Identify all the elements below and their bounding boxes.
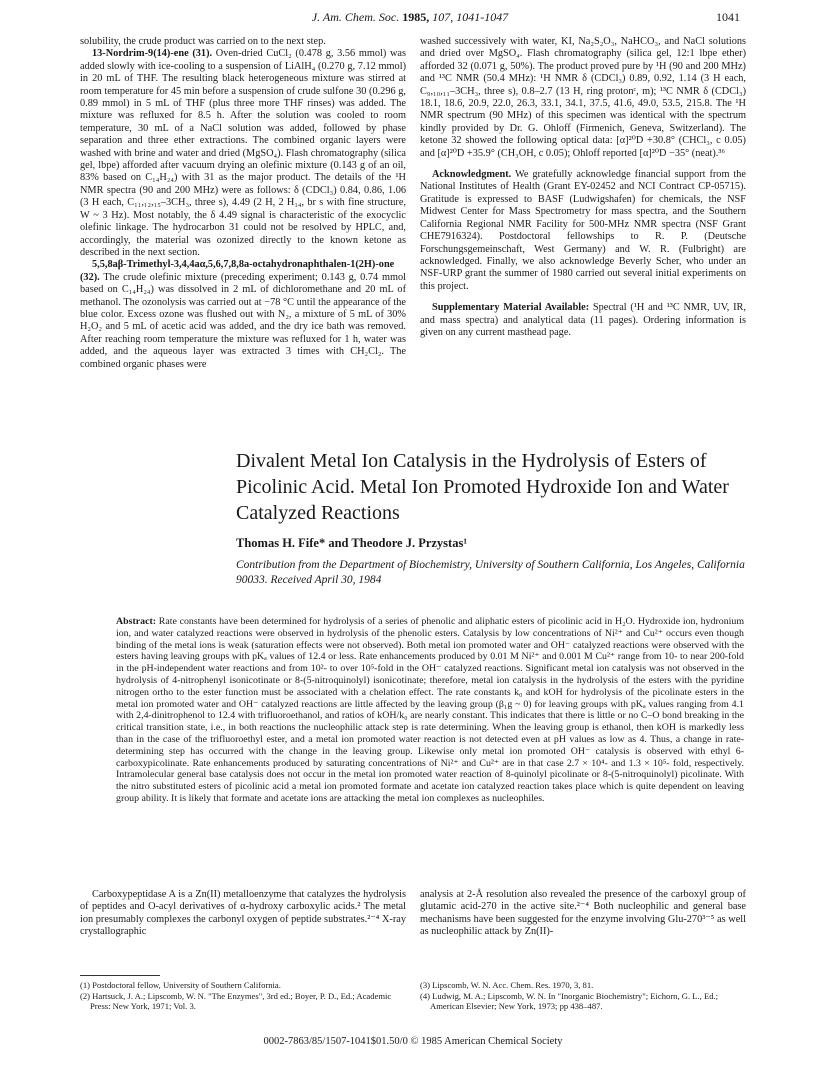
article-affiliation: Contribution from the Department of Biochemistry, University of Southern California, Los Angeles, California 90033. Received April 30, 1984: [236, 559, 745, 586]
supplementary-text: Spectral (¹H and ¹³C NMR, UV, IR, and mass spectra) and analytical data (11 pages). Ordering information is given on any current masthead page.: [420, 302, 746, 338]
paragraph: solubility, the crude product was carried on to the next step.: [80, 36, 326, 47]
acknowledgment: [420, 169, 746, 293]
acknowledgment-text: We gratefully acknowledge financial support from the National Institutes of Health (Grant EY-02452 and NCI Contract CP-05715). Gratitude is expressed to BASF (Ludwigshafen) for chemicals, the NSF Midwest Center for Mass Spectrometry for mass spectra, and the Southern California Regional NMR Facility for 500-MHz NMR spectra (NSF Grant CHE7916324). Postdoctoral fellowships to R. P. (Deutsche Forschungsgemeinschaft, West Germany) and W. R. (Fulbright) are acknowledged. Finally, we also acknowledge Beverly Scher, who under an NSF-URP grant the summer of 1980 carried out several initial experiments on this project.: [420, 169, 746, 292]
page-number: 1041: [716, 10, 740, 24]
intro-right-column: [420, 889, 746, 939]
paragraph-text: The crude olefinic mixture (preceding experiment; 0.143 g, 0.74 mmol based on C₁₄H₂₄) was dissolved in 2 mL of dichloromethane and 20 mL of methanol. The ozonolysis was carried out at −78 °C until the appearance of the blue color. Excess ozone was flushed out with N₂, a mixture of 5 mL of 30% H₂O₂ and 5 mL of acetic acid was added, and the dry ice bath was removed. After reaching room temperature the mixture was refluxed for 1 h, water was added, and the aqueous layer was extracted 3 times with CH₂Cl₂. The combined organic phases were: [80, 271, 406, 370]
paragraph: washed successively with water, KI, Na₂S₂O₃, NaHCO₃, and NaCl solutions and dried over MgSO₄. Flash chromatography (silica gel, 12:1 lbpe ether) afforded 32 (0.071 g, 50%). The product proved pure by ¹H (90 and 200 MHz) and ¹³C NMR (50.4 MHz): ¹H NMR δ (CDCl₃) 0.89, 0.92, 1.14 (3 H each, C₉,₁₀,₁₁–3CH₃, three s), 0.8–2.7 (13 H, ring protonᶜ, m); ¹³C NMR δ (CDCl₃) 18.1, 18.6, 20.9, 22.0, 26.3, 33.1, 34.1, 37.5, 41.6, 49.0, 53.5, 215.8. The ¹H NMR spectrum (90 MHz) of this specimen was identical with the spectrum kindly provided by Dr. G. Ohloff (Firmenich, Geneva, Switzerland). The ketone 32 showed the following optical data: [α]²⁰D +30.8° (CHCl₃, c 0.05) and [α]²⁰D +35.9° (CH₃OH, c 0.05); Ohloff reported [α]²⁰D −35° (neat).³⁶: [420, 36, 746, 159]
left-column-top: [80, 36, 406, 371]
footnote-rule-left: [80, 975, 160, 976]
article-title: Divalent Metal Ion Catalysis in the Hydrolysis of Esters of Picolinic Acid. Metal Ion Promoted Hydroxide Ion and Water Catalyzed Reactions: [236, 450, 729, 524]
paragraph: [80, 48, 406, 259]
journal-name: J. Am. Chem. Soc.: [311, 10, 400, 24]
running-head: [80, 10, 740, 30]
paragraph: Carboxypeptidase A is a Zn(II) metalloenzyme that catalyzes the hydrolysis of peptides and O-acyl derivatives of α-hydroxy carboxylic acids.² The metal ion presumably complexes the carbonyl oxygen of peptide substrates.²⁻⁴ X-ray crystallographic: [80, 889, 406, 938]
footnotes-left: [80, 980, 406, 1012]
copyright-line: 0002-7863/85/1507-1041$01.50/0 © 1985 American Chemical Society: [263, 1036, 563, 1047]
acknowledgment-heading: Acknowledgment.: [432, 169, 512, 181]
footnote: (4) Ludwig, M. A.; Lipscomb, W. N. In "Inorganic Biochemistry"; Eichorn, G. L., Ed.; American Elsevier; New York, 1973; pp 438–487.: [420, 990, 719, 1012]
abstract-label: Abstract:: [116, 616, 157, 627]
supplementary-heading: Supplementary Material Available:: [432, 302, 590, 314]
journal-volume-pages: 107, 1041-1047: [432, 10, 509, 24]
paragraph: analysis at 2-Å resolution also revealed the presence of the carboxyl group of glutamic acid-270 in the active site.²⁻⁴ Both nucleophilic and general base mechanisms have been suggested for the enzyme involving Glu-270³⁻⁵ as well as nucleophilic attack by Zn(II)-: [420, 889, 746, 938]
supplementary-material: [420, 302, 746, 339]
compound-heading: 5,5,8aβ-Trimethyl-3,4,4aα,5,6,7,8,8a-octahydronaphthalen-1(2H)-one (32).: [80, 259, 395, 283]
journal-year: 1985,: [402, 10, 430, 24]
footnote: (1) Postdoctoral fellow, University of Southern California.: [80, 980, 281, 990]
intro-left-column: [80, 889, 406, 939]
paragraph-text: Oven-dried CuCl₂ (0.478 g, 3.56 mmol) was added slowly with ice-cooling to a suspension of LiAlH₄ (0.270 g, 7.12 mmol) in 20 mL of THF. The resulting black heterogeneous mixture was stirred at room temperature for 45 min before a suspension of crude sulfone 30 (0.296 g, 0.89 mmol) in 5 mL of THF (plus three more THF rinses) was added. The mixture was refluxed for 8.5 h. After the solution was cooled to room temperature, 30 mL of a NaCl solution was added, followed by phase separation and three ether extractions. The combined organic layers were washed with brine and water and dried (MgSO₄). Flash chromatography (silica gel, lbpe) afforded after vacuum drying an olefinic mixture (0.143 g of an oil, 83% based on C₁₄H₂₄) with 31 as the major product. The details of the ¹H NMR spectra (90 and 200 MHz) were as follows: δ (CDCl₃) 0.84, 0.86, 1.06 (3 H each, C₁₁,₁₂,₁₅–3CH₃, three s), 4.49 (2 H, 2 H₁₄, br s with fine structure, W ~ 3 Hz). Most notably, the δ 4.49 signal is characteristic of the exocyclic olefinic linkage. The hydrocarbon 31 could not be resolved by HPLC, and, accordingly, the material was ozonized directly to the known ketone as described in the next section.: [80, 48, 406, 258]
paragraph: [80, 259, 406, 371]
right-column-top: [420, 36, 746, 339]
journal-citation: [80, 10, 740, 25]
abstract: [116, 616, 744, 805]
footnote: (3) Lipscomb, W. N. Acc. Chem. Res. 1970, 3, 81.: [420, 980, 594, 990]
abstract-text: Rate constants have been determined for hydrolysis of a series of phenolic and aliphatic esters of picolinic acid in H₂O. Hydroxide ion, hydronium ion, and water catalyzed reactions were observed in hydrolysis of the phenolic esters. Catalysis by low concentrations of Ni²⁺ and Cu²⁺ occurs even though binding of the metal ions is weak (saturation effects were not observed). Both metal ion promoted water and OH⁻ catalyzed reactions were observed with the esters having leaving groups with pKₐ values of 12.4 or less. Rate enhancements produced by 0.01 M Ni²⁺ and 0.001 M Cu²⁺ range from 10- to near 200-fold in the pH-independent water reactions and from 10²- to over 10⁵-fold in the OH⁻ catalyzed reactions. Significant metal ion catalysis was not observed in the hydrolysis of 4-nitrophenyl isonicotinate or 8-(5-nitroquinolyl) isonicotinate; therefore, metal ion catalysis in the hydrolysis of the esters with the pyridine nitrogen ortho to the ester function must be associated with a chelation effect. The rate constants k₀ and kOH for hydrolysis of the picolinate esters in the metal ion promoted water and OH⁻ catalyzed reactions are little affected by the leaving group (β₁g ~ 0) for leaving groups with pKₐ values ranging from 4.1 with 2,4-dinitrophenol to 12.4 with trifluoroethanol, and ratios of kOH/k₀ are nearly constant. This indicates that there is little or no C–O bond breaking in the critical transition state, i.e., in both reactions the nucleophilic attack step is rate determining. When the leaving group is ethanol, then kOH is markedly less than in the case of the trifluoroethyl ester, and a metal ion promoted water reaction is not detected even at pH values as low as 4. Thus, a change in rate-determining step has occurred with the change in the leaving group. Likewise only metal ion promoted OH⁻ catalysis is observed with ethyl 6-carboxypicolinate. Rate enhancements produced by saturating concentrations of Ni²⁺ and Cu²⁺ are in that case 2.7 × 10⁴- and 1.3 × 10⁵- fold, respectively. Intramolecular general base catalysis does not occur in the metal ion promoted water reaction of 8-quinolyl picolinate or 8-(5-nitroquinolyl) picolinate. With the nitro substituted esters of picolinic acid a metal ion promoted formate and acetate ion catalyzed reaction takes place which is quite dependent on leaving group ability. It is likely that formate and acetate ions are attacking the metal ion complexes as nucleophiles.: [116, 616, 744, 804]
footnote: (2) Hartsuck, J. A.; Lipscomb, W. N. "The Enzymes", 3rd ed.; Boyer, P. D., Ed.; Academic Press: New York, 1971; Vol. 3.: [80, 990, 392, 1012]
footnotes-right: [420, 980, 746, 1012]
article-authors: Thomas H. Fife* and Theodore J. Przystas¹: [236, 536, 468, 550]
compound-heading: 13-Nordrim-9(14)-ene (31).: [92, 48, 213, 60]
